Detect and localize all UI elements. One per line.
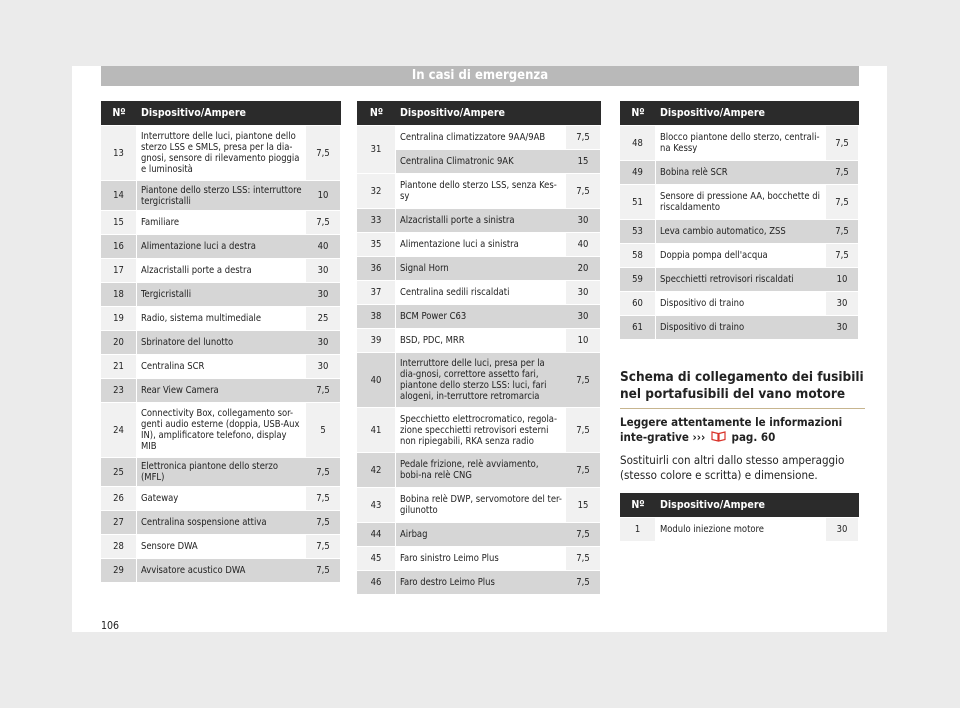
fuse-number: 16 <box>101 235 137 259</box>
fuse-ampere: 7,5 <box>306 211 341 235</box>
fuse-number: 42 <box>357 453 396 488</box>
fuse-ampere: 7,5 <box>306 458 341 487</box>
fuse-ampere: 15 <box>566 488 601 523</box>
fuse-number: 37 <box>357 281 396 305</box>
table-row <box>357 305 601 329</box>
fuse-number: 19 <box>101 307 137 331</box>
fuse-number: 35 <box>357 233 396 257</box>
fuse-device: Connectivity Box, collegamento sor-genti audio esterne (doppia, USB-Aux IN), amplificatore telefono, display MIB <box>137 403 306 458</box>
fuse-number: 25 <box>101 458 137 487</box>
table-row <box>620 292 859 316</box>
table-row <box>620 185 859 220</box>
fuse-device: Signal Horn <box>396 257 566 281</box>
fuse-ampere: 10 <box>566 329 601 353</box>
fuse-number: 60 <box>620 292 656 316</box>
read-instructions-text: Leggere attentamente le informazioni inte-grative <box>620 415 843 444</box>
fuse-ampere: 10 <box>826 268 859 292</box>
fuse-ampere: 7,5 <box>566 547 601 571</box>
fuse-number: 1 <box>620 518 656 542</box>
fuse-device: Centralina Climatronic 9AK <box>396 150 566 174</box>
table-row <box>357 209 601 233</box>
fuse-device: Specchietti retrovisori riscaldati <box>656 268 826 292</box>
column-header-number: Nº <box>357 101 396 126</box>
fuse-number: 23 <box>101 379 137 403</box>
fuse-device: Sensore di pressione AA, bocchette di riscaldamento <box>656 185 826 220</box>
fuse-device: Doppia pompa dell'acqua <box>656 244 826 268</box>
table-row <box>101 511 341 535</box>
fuse-device: Elettronica piantone dello sterzo (MFL) <box>137 458 306 487</box>
fuse-ampere: 30 <box>566 209 601 233</box>
fuse-ampere: 30 <box>826 518 859 542</box>
table-row <box>357 547 601 571</box>
fuse-device: Familiare <box>137 211 306 235</box>
fuse-ampere: 7,5 <box>566 408 601 453</box>
fuse-device: Centralina climatizzatore 9AA/9AB <box>396 126 566 150</box>
fuse-number: 46 <box>357 571 396 595</box>
fuse-ampere: 7,5 <box>306 511 341 535</box>
fuse-number: 48 <box>620 126 656 161</box>
table-row <box>101 283 341 307</box>
fuse-device: Avvisatore acustico DWA <box>137 559 306 583</box>
fuse-device: Gateway <box>137 487 306 511</box>
fuse-ampere: 7,5 <box>306 379 341 403</box>
fuse-ampere: 40 <box>306 235 341 259</box>
fuse-device: Alimentazione luci a sinistra <box>396 233 566 257</box>
reference-arrow-icon: ››› <box>692 429 706 444</box>
fuse-device: Leva cambio automatico, ZSS <box>656 220 826 244</box>
fuse-number: 27 <box>101 511 137 535</box>
table-row <box>357 453 601 488</box>
fuse-ampere: 7,5 <box>306 487 341 511</box>
fuse-device: BCM Power C63 <box>396 305 566 329</box>
fuse-number: 61 <box>620 316 656 340</box>
fuse-number: 43 <box>357 488 396 523</box>
fuse-device: Sensore DWA <box>137 535 306 559</box>
fuse-ampere: 7,5 <box>566 126 601 150</box>
fuse-device: Radio, sistema multimediale <box>137 307 306 331</box>
fuse-number: 20 <box>101 331 137 355</box>
replacement-note: Sostituirli con altri dallo stesso amperaggio (stesso colore e scritta) e dimensione. <box>620 453 845 482</box>
fuse-device: Airbag <box>396 523 566 547</box>
fuse-device: Alimentazione luci a destra <box>137 235 306 259</box>
fuse-number: 21 <box>101 355 137 379</box>
fuse-number: 49 <box>620 161 656 185</box>
fuse-device: Dispositivo di traino <box>656 292 826 316</box>
fuse-number: 15 <box>101 211 137 235</box>
fuse-number: 51 <box>620 185 656 220</box>
column-header-device: Dispositivo/Ampere <box>656 101 859 126</box>
fuse-number: 44 <box>357 523 396 547</box>
warning-book-icon <box>711 430 726 442</box>
table-row <box>357 257 601 281</box>
fuse-number: 33 <box>357 209 396 233</box>
column-header-device: Dispositivo/Ampere <box>137 101 341 126</box>
fuse-ampere: 7,5 <box>566 453 601 488</box>
fuse-table-engine <box>620 493 859 542</box>
fuse-device: Sbrinatore del lunotto <box>137 331 306 355</box>
fuse-number: 45 <box>357 547 396 571</box>
fuse-number: 26 <box>101 487 137 511</box>
fuse-ampere: 5 <box>306 403 341 458</box>
fuse-number: 41 <box>357 408 396 453</box>
fuse-number: 36 <box>357 257 396 281</box>
fuse-number: 24 <box>101 403 137 458</box>
fuse-ampere: 30 <box>306 259 341 283</box>
chapter-header: In casi di emergenza <box>101 66 859 86</box>
fuse-ampere: 7,5 <box>826 126 859 161</box>
table-row <box>101 211 341 235</box>
fuse-device: Alzacristalli porte a destra <box>137 259 306 283</box>
table-row <box>357 408 601 453</box>
fuse-device: Piantone dello sterzo LSS: interruttore tergicristalli <box>137 181 306 211</box>
fuse-device: Rear View Camera <box>137 379 306 403</box>
fuse-ampere: 30 <box>306 355 341 379</box>
table-row <box>357 488 601 523</box>
fuse-ampere: 30 <box>306 331 341 355</box>
fuse-device: Modulo iniezione motore <box>656 518 826 542</box>
fuse-ampere: 7,5 <box>826 185 859 220</box>
table-row <box>357 281 601 305</box>
fuse-ampere: 7,5 <box>566 523 601 547</box>
table-row <box>101 355 341 379</box>
fuse-number: 18 <box>101 283 137 307</box>
fuse-device: Dispositivo di traino <box>656 316 826 340</box>
fuse-ampere: 30 <box>306 283 341 307</box>
fuse-ampere: 25 <box>306 307 341 331</box>
page-reference-link[interactable]: pag. 60 <box>731 429 776 444</box>
fuse-device: Centralina SCR <box>137 355 306 379</box>
fuse-number: 38 <box>357 305 396 329</box>
table-row <box>620 161 859 185</box>
table-row <box>101 535 341 559</box>
fuse-ampere: 30 <box>826 292 859 316</box>
table-row <box>357 174 601 209</box>
fuse-number: 40 <box>357 353 396 408</box>
fuse-number: 17 <box>101 259 137 283</box>
column-header-device: Dispositivo/Ampere <box>656 493 859 518</box>
fuse-device: Blocco piantone dello sterzo, centrali-na Kessy <box>656 126 826 161</box>
fuse-ampere: 7,5 <box>566 353 601 408</box>
table-row <box>620 126 859 161</box>
fuse-number: 53 <box>620 220 656 244</box>
fuse-number: 14 <box>101 181 137 211</box>
table-row <box>620 518 859 542</box>
fuse-ampere: 30 <box>566 281 601 305</box>
column-header-number: Nº <box>620 493 656 518</box>
fuse-device: Specchietto elettrocromatico, regola-zione specchietti retrovisori esterni non ripiegabili, RKA senza radio <box>396 408 566 453</box>
fuse-table-left <box>101 101 341 583</box>
table-row <box>101 259 341 283</box>
table-row <box>101 559 341 583</box>
fuse-number: 28 <box>101 535 137 559</box>
column-header-number: Nº <box>101 101 137 126</box>
table-row <box>101 379 341 403</box>
fuse-number: 32 <box>357 174 396 209</box>
fuse-ampere: 7,5 <box>306 559 341 583</box>
fuse-ampere: 7,5 <box>306 535 341 559</box>
fuse-ampere: 7,5 <box>566 571 601 595</box>
fuse-number: 59 <box>620 268 656 292</box>
table-row <box>357 126 601 150</box>
fuse-device: Bobina relè DWP, servomotore del ter-gilunotto <box>396 488 566 523</box>
fuse-number: 29 <box>101 559 137 583</box>
table-row <box>357 353 601 408</box>
fuse-device: Centralina sedili riscaldati <box>396 281 566 305</box>
fuse-device: Piantone dello sterzo LSS, senza Kes-sy <box>396 174 566 209</box>
fuse-device: Pedale frizione, relè avviamento, bobi-na relè CNG <box>396 453 566 488</box>
fuse-table-right <box>620 101 859 340</box>
table-row <box>101 126 341 181</box>
table-row <box>101 181 341 211</box>
table-row <box>101 487 341 511</box>
page-number: 106 <box>101 620 120 632</box>
fuse-ampere: 15 <box>566 150 601 174</box>
fuse-ampere: 7,5 <box>306 126 341 181</box>
fuse-ampere: 30 <box>566 305 601 329</box>
table-row <box>357 233 601 257</box>
fuse-ampere: 20 <box>566 257 601 281</box>
table-row <box>620 244 859 268</box>
fuse-device: Interruttore delle luci, piantone dello sterzo LSS e SMLS, presa per la dia-gnosi, sensore di rilevamento pioggia e luminosità <box>137 126 306 181</box>
table-row <box>101 403 341 458</box>
fuse-table-middle <box>357 101 601 595</box>
fuse-ampere: 40 <box>566 233 601 257</box>
fuse-device: Centralina sospensione attiva <box>137 511 306 535</box>
table-row <box>357 523 601 547</box>
section-title: Schema di collegamento dei fusibili nel portafusibili del vano motore <box>620 369 865 409</box>
fuse-device: Faro destro Leimo Plus <box>396 571 566 595</box>
fuse-ampere: 7,5 <box>826 161 859 185</box>
table-row <box>101 307 341 331</box>
table-row <box>101 331 341 355</box>
fuse-ampere: 7,5 <box>826 244 859 268</box>
read-instructions <box>620 415 865 444</box>
fuse-device: Alzacristalli porte a sinistra <box>396 209 566 233</box>
fuse-device: Faro sinistro Leimo Plus <box>396 547 566 571</box>
table-row <box>620 268 859 292</box>
fuse-device: Tergicristalli <box>137 283 306 307</box>
fuse-device: Interruttore delle luci, presa per la dia-gnosi, correttore assetto fari, piantone dello sterzo LSS: luci, fari alogeni, in-terruttore retromarcia <box>396 353 566 408</box>
table-row <box>357 571 601 595</box>
table-row <box>620 220 859 244</box>
table-row <box>620 316 859 340</box>
fuse-ampere: 7,5 <box>566 174 601 209</box>
fuse-number: 31 <box>357 126 396 174</box>
fuse-device: Bobina relè SCR <box>656 161 826 185</box>
fuse-number: 13 <box>101 126 137 181</box>
table-row <box>357 329 601 353</box>
column-header-device: Dispositivo/Ampere <box>396 101 601 126</box>
fuse-number: 58 <box>620 244 656 268</box>
table-row <box>101 235 341 259</box>
fuse-device: BSD, PDC, MRR <box>396 329 566 353</box>
fuse-ampere: 30 <box>826 316 859 340</box>
fuse-number: 39 <box>357 329 396 353</box>
fuse-ampere: 7,5 <box>826 220 859 244</box>
fuse-ampere: 10 <box>306 181 341 211</box>
table-row <box>101 458 341 487</box>
column-header-number: Nº <box>620 101 656 126</box>
